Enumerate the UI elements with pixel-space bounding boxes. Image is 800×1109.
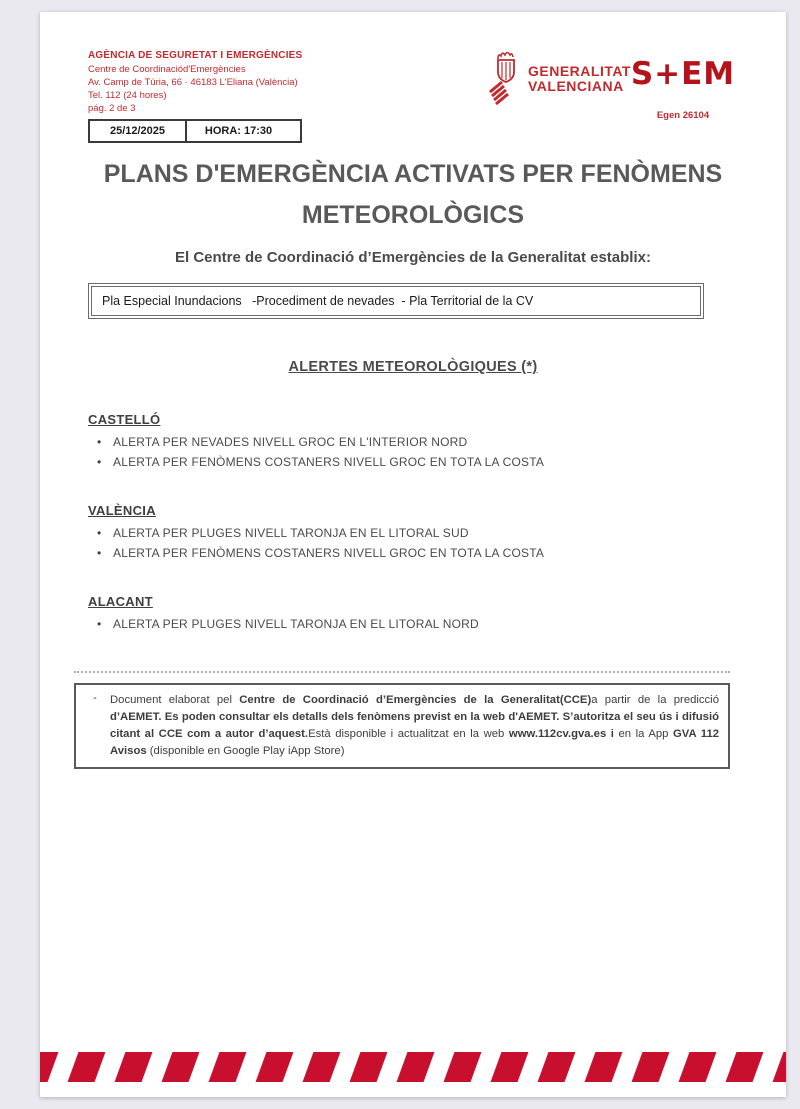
sem-logo xyxy=(628,56,738,121)
footer-note-box xyxy=(74,683,730,769)
footer-segment: d’AEMET. Es poden consultar els detalls dels fenòmens previst en la web d'AEMET. S’autoritza el seu ús i difusió citant al CCE com a autor d’aquest. xyxy=(110,711,719,740)
activated-plans-box xyxy=(88,283,704,319)
hazard-stripe-icon xyxy=(632,1052,670,1082)
province-name: ALACANT xyxy=(88,594,153,609)
hazard-stripe-icon xyxy=(40,1052,58,1082)
bullet-icon: • xyxy=(97,546,102,560)
hazard-stripe-icon xyxy=(585,1052,623,1082)
footer-dash: - xyxy=(93,692,97,704)
alert-text: ALERTA PER PLUGES NIVELL TARONJA EN EL LITORAL NORD xyxy=(113,617,479,631)
hazard-stripe-icon xyxy=(162,1052,200,1082)
alert-text: ALERTA PER NEVADES NIVELL GROC EN L'INTERIOR NORD xyxy=(113,435,468,449)
hazard-stripe-icon xyxy=(115,1052,153,1082)
gva-logo-line1: GENERALITAT xyxy=(528,63,631,79)
province-section-valencia xyxy=(88,503,708,563)
alert-item xyxy=(88,432,708,452)
bullet-icon: • xyxy=(97,435,102,449)
alert-text: ALERTA PER PLUGES NIVELL TARONJA EN EL LITORAL SUD xyxy=(113,526,469,540)
document-title-line1: PLANS D'EMERGÈNCIA ACTIVATS PER FENÒMENS xyxy=(103,160,723,188)
footer-segment: Document elaborat pel xyxy=(110,694,240,706)
hazard-stripe-icon xyxy=(303,1052,341,1082)
alert-item xyxy=(88,523,708,543)
hazard-stripe-icon xyxy=(350,1052,388,1082)
gva-crest-icon xyxy=(486,48,522,106)
footer-segment: a partir de la predicció xyxy=(591,694,719,706)
egen-reference: Egen 26104 xyxy=(656,110,710,121)
time-cell: HORA: 17:30 xyxy=(204,125,273,137)
letterhead-line: Tel. 112 (24 hores) xyxy=(88,90,167,101)
province-name: VALÈNCIA xyxy=(88,503,156,518)
footer-segment: Està disponible i actualitzat en la web xyxy=(308,728,509,740)
letterhead-line: Av. Camp de Túria, 66 · 46183 L'Eliana (València) xyxy=(88,77,298,88)
page-number: pág. 2 de 3 xyxy=(88,103,136,114)
gva-logo-line2: VALENCIANA xyxy=(528,78,624,94)
alert-item xyxy=(88,614,708,634)
hazard-stripes-band xyxy=(40,1052,786,1082)
footer-segment: GVA 112 Avisos xyxy=(110,728,720,757)
activated-plans-text: Pla Especial Inundacions -Procediment de nevades - Pla Territorial de la CV xyxy=(91,286,701,316)
province-section-alacant xyxy=(88,594,708,634)
bullet-icon: • xyxy=(97,526,102,540)
alert-item xyxy=(88,543,708,563)
footer-note-text xyxy=(110,692,719,760)
hazard-stripe-icon xyxy=(726,1052,764,1082)
hazard-stripe-icon xyxy=(397,1052,435,1082)
footer-segment: en la App xyxy=(613,728,674,740)
hazard-stripe-icon xyxy=(209,1052,247,1082)
hazard-stripe-icon xyxy=(444,1052,482,1082)
hazard-stripe-icon xyxy=(68,1052,106,1082)
sem-logo-text: S+EM xyxy=(630,56,736,92)
bullet-icon: • xyxy=(97,455,102,469)
document-subtitle: El Centre de Coordinació d’Emergències de la Generalitat establix: xyxy=(175,249,651,266)
date-time-table xyxy=(88,119,302,143)
hazard-stripe-icon xyxy=(256,1052,294,1082)
gva-logo-text xyxy=(528,64,631,94)
alert-text: ALERTA PER FENÒMENS COSTANERS NIVELL GROC EN TOTA LA COSTA xyxy=(113,546,545,560)
hazard-stripe-icon xyxy=(491,1052,529,1082)
document-page xyxy=(40,12,786,1097)
date-cell: 25/12/2025 xyxy=(90,121,187,141)
alerts-list xyxy=(88,412,708,665)
footer-segment: Centre de Coordinació d’Emergències de la Generalitat(CCE) xyxy=(239,694,592,706)
document-title xyxy=(40,154,786,236)
footer-segment: (disponible en Google Play iApp Store) xyxy=(146,745,345,757)
hazard-stripe-icon xyxy=(773,1052,786,1082)
generalitat-valenciana-logo xyxy=(486,48,631,106)
dotted-divider xyxy=(74,671,730,673)
alert-text: ALERTA PER FENÒMENS COSTANERS NIVELL GROC EN TOTA LA COSTA xyxy=(113,455,545,469)
letterhead xyxy=(88,50,302,143)
province-name: CASTELLÓ xyxy=(88,412,161,427)
province-section-castello xyxy=(88,412,708,472)
footer-segment: www.112cv.gva.es i xyxy=(508,728,614,740)
bullet-icon: • xyxy=(97,617,102,631)
document-title-line2: METEOROLÒGICS xyxy=(301,201,525,229)
alert-item xyxy=(88,452,708,472)
agency-name: AGÈNCIA DE SEGURETAT I EMERGÈNCIES xyxy=(88,50,303,61)
hazard-stripe-icon xyxy=(679,1052,717,1082)
letterhead-line: Centre de Coordinaciód'Emergències xyxy=(88,64,246,75)
alerts-heading: ALERTES METEOROLÒGIQUES (*) xyxy=(288,359,538,375)
hazard-stripe-icon xyxy=(538,1052,576,1082)
